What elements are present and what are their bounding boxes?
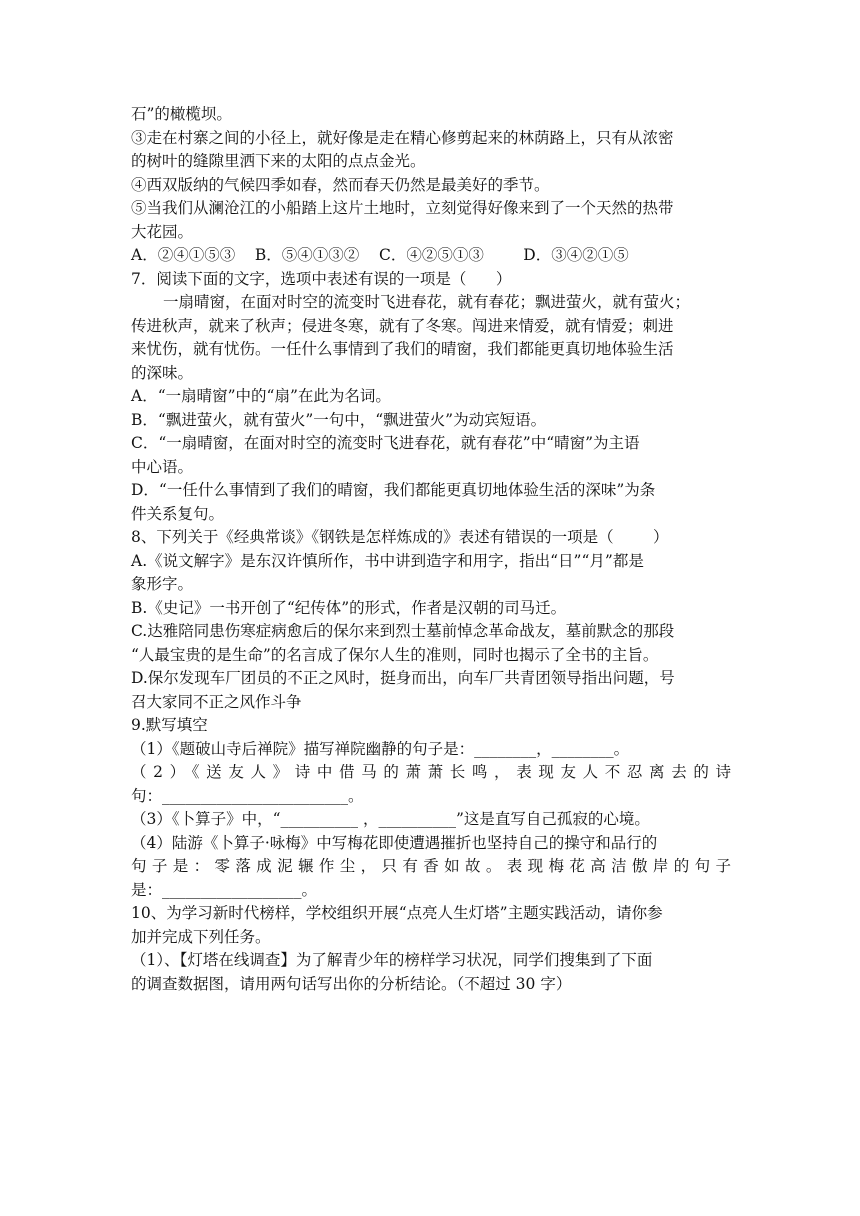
- fill-blank-2: （2）《送友人》诗中借马的萧萧长鸣，表现友人不忍离去的诗: [131, 763, 731, 781]
- task-1: （1）、【灯塔在线调查】为了解青少年的榜样学习状况，同学们搜集到了下面: [131, 951, 653, 969]
- answer-options-q6: A．②④①⑤③ B．⑤④①③② C．④②⑤①③ D．③④②①⑤: [131, 246, 629, 264]
- fill-blank-1: （1）《题破山寺后禅院》描写禅院幽静的句子是：________，________。: [131, 739, 630, 758]
- text-line: ③走在村寨之间的小径上，就好像是走在精心修剪起来的林荫路上，只有从浓密: [131, 128, 674, 147]
- passage-line: 的深味。: [131, 363, 194, 382]
- option-c-cont: 中心语。: [131, 457, 194, 476]
- option-c: C．“一扇晴窗，在面对时空的流变时飞进春花，就有春花”中“晴窗”为主语: [131, 434, 640, 452]
- text-line: 石”的橄榄坝。: [131, 105, 232, 123]
- fill-blank-4: （4）陆游《卜算子·咏梅》中写梅花即使遭遇摧折也坚持自己的操守和品行的: [131, 833, 658, 852]
- fill-blank-4-cont: 句子是：零落成泥辗作尘，只有香如故。表现梅花高洁傲岸的句子: [131, 857, 731, 875]
- option-c-cont: “人最宝贵的是生命”的名言成了保尔人生的准则，同时也揭示了全书的主旨。: [131, 645, 659, 664]
- option-a: A．“一扇晴窗”中的“扇”在此为名词。: [131, 387, 391, 405]
- option-d-cont: 召大家同不正之风作斗争: [131, 692, 302, 711]
- question-10-cont: 加并完成下列任务。: [131, 927, 271, 946]
- option-a: A.《说文解字》是东汉许慎所作，书中讲到造字和用字，指出“日”“月”都是: [131, 551, 644, 570]
- question-8: 8、下列关于《经典常谈》《钢铁是怎样炼成的》表述有错误的一项是（ ）: [131, 528, 669, 546]
- fill-blank-3: （3）《卜算子》中，“__________ ，__________”这是直写自己孤寂的心境。: [131, 810, 650, 828]
- option-a-cont: 象形字。: [131, 575, 194, 593]
- passage-line: 传进秋声，就来了秋声；侵进冬寒，就有了冬寒。闯进来情爱，就有情爱；刺进: [131, 316, 674, 335]
- question-10: 10、为学习新时代榜样，学校组织开展“点亮人生灯塔”主题实践活动，请你参: [131, 904, 663, 922]
- passage-line: 一扇晴窗，在面对时空的流变时飞进春花，就有春花；飘进萤火，就有萤火；: [163, 293, 691, 311]
- text-line: ⑤当我们从澜沧江的小船踏上这片土地时，立刻觉得好像来到了一个天然的热带: [131, 199, 674, 217]
- option-d-cont: 件关系复句。: [131, 504, 225, 523]
- option-b: B．“飘进萤火，就有萤火”一句中，“飘进萤火”为动宾短语。: [131, 410, 547, 429]
- option-c: C.达雅陪同患伤寒症病愈后的保尔来到烈士墓前悼念革命战友，墓前默念的那段: [131, 622, 675, 640]
- question-7: 7．阅读下面的文字，选项中表述有误的一项是（ ）: [131, 269, 512, 288]
- fill-blank-2-cont: 句：________________________。: [131, 786, 364, 805]
- fill-blank-4-end: 是：__________________。: [131, 880, 318, 899]
- text-line: ④西双版纳的气候四季如春，然而春天仍然是最美好的季节。: [131, 175, 550, 194]
- question-9: 9.默写填空: [131, 716, 208, 734]
- passage-line: 来忧伤，就有忧伤。一任什么事情到了我们的晴窗，我们都能更真切地体验生活: [131, 340, 674, 358]
- text-line: 的树叶的缝隙里洒下来的太阳的点点金光。: [131, 152, 426, 170]
- option-b: B.《史记》一书开创了“纪传体”的形式，作者是汉朝的司马迁。: [131, 598, 567, 617]
- task-1-cont: 的调查数据图，请用两句话写出你的分析结论。（不超过 30 字）: [131, 974, 572, 993]
- option-d: D.保尔发现车厂团员的不正之风时，挺身而出，向车厂共青团领导指出问题，号: [131, 669, 675, 687]
- document-body: [131, 103, 731, 996]
- text-line: 大花园。: [131, 222, 194, 241]
- option-d: D．“一任什么事情到了我们的晴窗，我们都能更真切地体验生活的深味”为条: [131, 481, 656, 499]
